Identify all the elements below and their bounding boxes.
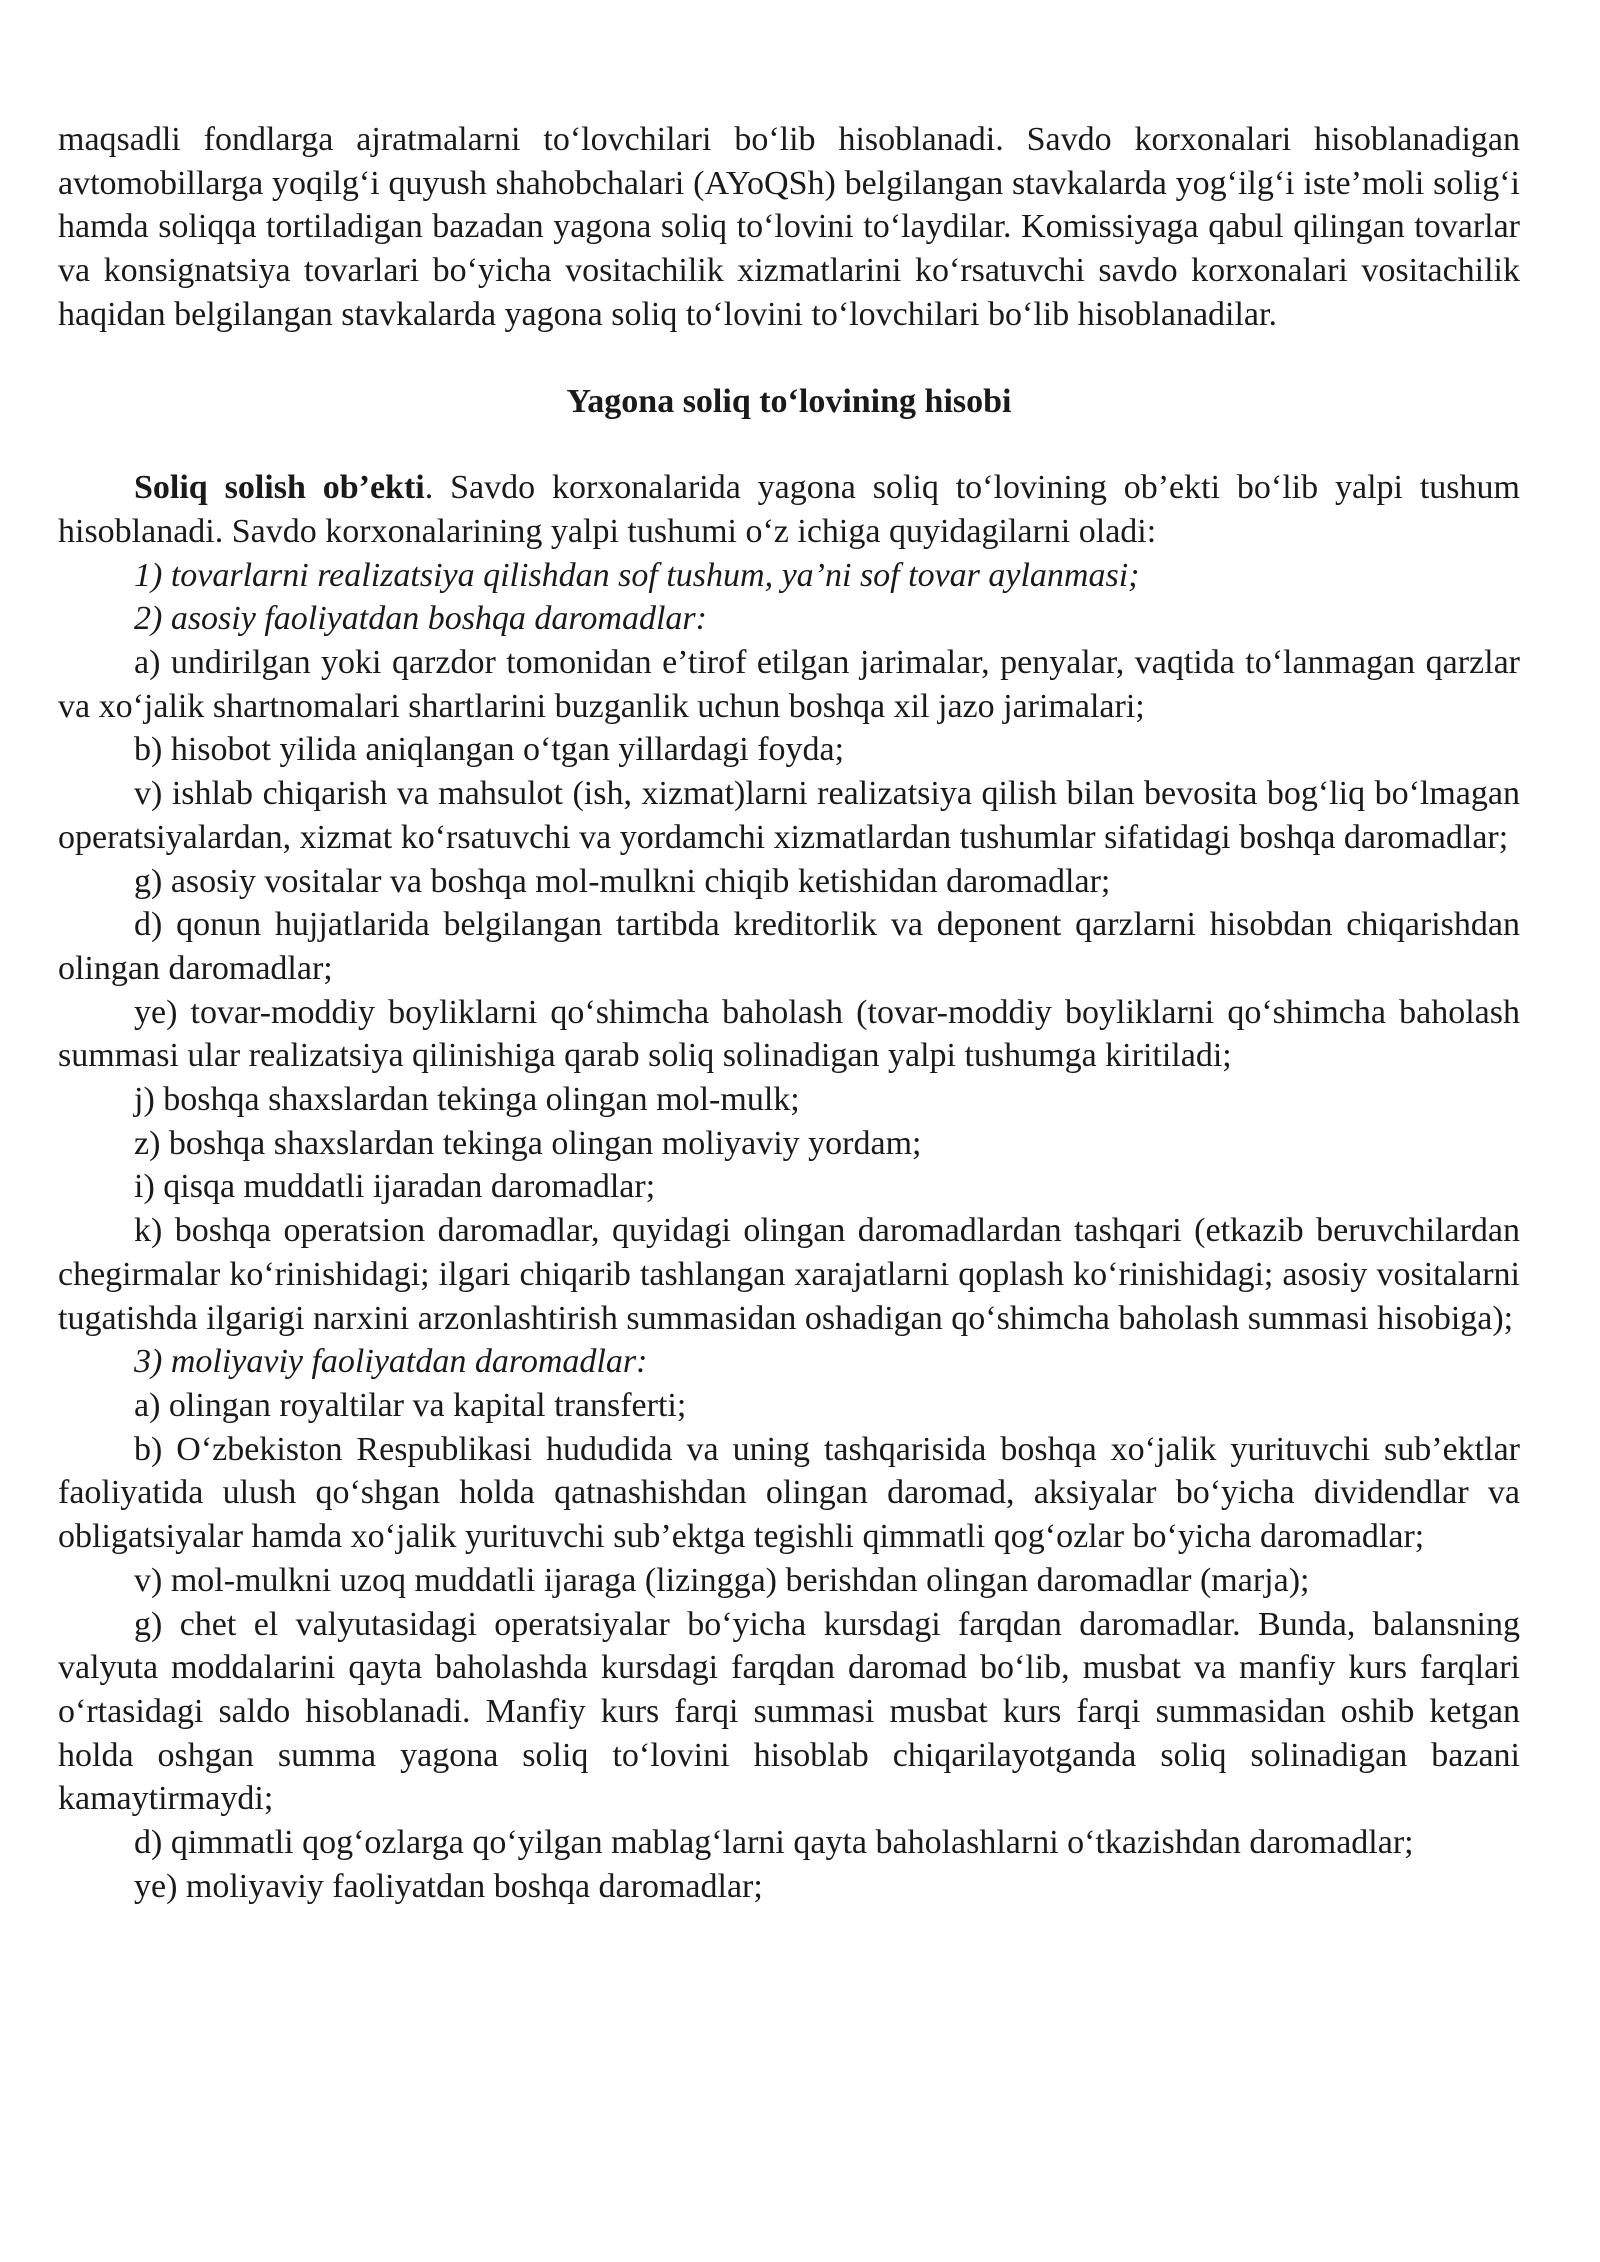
intro-paragraph: maqsadli fondlarga ajratmalarni to‘lovchilari bo‘lib hisoblanadi. Savdo korxonalari hisoblanadigan avtomobillarga yoqilg‘i quyush shahobchalari (AYoQSh) belgilangan stavkalarda yog‘ilg‘i iste’moli solig‘i hamda soliqqa tortiladigan bazadan yagona soliq to‘lovini to‘laydilar. Komissiyaga qabul qilingan tovarlar va konsignatsiya tovarlari bo‘yicha vositachilik xizmatlarini ko‘rsatuvchi savdo korxonalari vositachilik haqidan belgilangan stavkalarda yagona soliq to‘lovini to‘lovchilari bo‘lib hisoblanadilar. [58, 121, 1520, 333]
object-paragraph [58, 466, 1520, 553]
list-item-2-g: g) asosiy vositalar va boshqa mol-mulkni chiqib ketishidan daromadlar; [134, 862, 1111, 900]
list-item-3-b: b) O‘zbekiston Respublikasi hududida va uning tashqarisida boshqa xo‘jalik yurituvchi sub’ektlar faoliyatida ulush qo‘shgan holda qatnashishdan olingan daromad, aksiyalar bo‘yicha dividendlar va obligatsiyalar hamda xo‘jalik yurituvchi sub’ektga tegishli qimmatli qog‘ozlar bo‘yicha daromadlar; [58, 1430, 1520, 1556]
list-item-2-k: k) boshqa operatsion daromadlar, quyidagi olingan daromadlardan tashqari (etkazib beruvchilardan chegirmalar ko‘rinishidagi; ilgari chiqarib tashlangan xarajatlarni qoplash ko‘rinishidagi; asosiy vositalarni tugatishda ilgarigi narxini arzonlashtirish summasidan oshadigan qo‘shimcha baholash summasi hisobiga); [58, 1212, 1520, 1337]
list-item-2-ye: ye) tovar-moddiy boyliklarni qo‘shimcha baholash (tovar-moddiy boyliklarni qo‘shimcha baholash summasi ular realizatsiya qilinishiga qarab soliq solinadigan yalpi tushumga kiritiladi; [58, 993, 1520, 1075]
list-item-2-v: v) ishlab chiqarish va mahsulot (ish, xizmat)larni realizatsiya qilish bilan bevosita bog‘liq bo‘lmagan operatsiyalardan, xizmat ko‘rsatuvchi va yordamchi xizmatlardan tushumlar sifatidagi boshqa daromadlar; [58, 775, 1520, 856]
list-item-2-j: j) boshqa shaxslardan tekinga olingan mol-mulk; [134, 1081, 800, 1119]
list-item-2-b: b) hisobot yilida aniqlangan o‘tgan yillardagi foyda; [134, 731, 845, 769]
list-item-3-a: a) olingan royaltilar va kapital transferti; [134, 1386, 687, 1424]
object-text: . Savdo korxonalarida yagona soliq to‘lovining ob’ekti bo‘lib yalpi tushum hisoblanadi. Savdo korxonalarining yalpi tushumi o‘z ichiga quyidagilarni oladi: [58, 469, 1520, 550]
list-item-2-i: i) qisqa muddatli ijaradan daromadlar; [134, 1168, 656, 1206]
list-item-3-g: g) chet el valyutasidagi operatsiyalar bo‘yicha kursdagi farqdan daromadlar. Bunda, balansning valyuta moddalarini qayta baholashda kursdagi farqdan daromad bo‘lib, musbat va manfiy kurs farqlari o‘rtasidagi saldo hisoblanadi. Manfiy kurs farqi summasi musbat kurs farqi summasidan oshib ketgan holda oshgan summa yagona soliq to‘lovini hisoblab chiqarilayotganda soliq solinadigan bazani kamaytirmaydi; [58, 1605, 1520, 1818]
list-item-2-a: a) undirilgan yoki qarzdor tomonidan e’tirof etilgan jarimalar, penyalar, vaqtida to‘lanmagan qarzlar va xo‘jalik shartnomalari shartlarini buzganlik uchun boshqa xil jazo jarimalari; [58, 644, 1520, 725]
list-item-2-z: z) boshqa shaxslardan tekinga olingan moliyaviy yordam; [134, 1124, 922, 1162]
list-item-3-v: v) mol-mulkni uzoq muddatli ijaraga (lizingga) berishdan olingan daromadlar (marja); [134, 1561, 1310, 1599]
document-page [58, 118, 1520, 1908]
object-term: Soliq solish ob’ekti [134, 469, 425, 507]
list-item-2-d: d) qonun hujjatlarida belgilangan tartibda kreditorlik va deponent qarzlarni hisobdan chiqarishdan olingan daromadlar; [58, 906, 1520, 987]
section-heading: Yagona soliq to‘lovining hisobi [566, 382, 1012, 420]
list-item-3-d: d) qimmatli qog‘ozlarga qo‘yilgan mablag‘larni qayta baholashlarni o‘tkazishdan daromadlar; [134, 1824, 1414, 1862]
list-item-2: 2) asosiy faoliyatdan boshqa daromadlar: [134, 600, 707, 638]
list-item-1: 1) tovarlarni realizatsiya qilishdan sof tushum, ya’ni sof tovar aylanmasi; [134, 556, 1140, 594]
list-item-3-ye: ye) moliyaviy faoliyatdan boshqa daromadlar; [134, 1867, 763, 1905]
list-item-3: 3) moliyaviy faoliyatdan daromadlar: [134, 1343, 648, 1381]
